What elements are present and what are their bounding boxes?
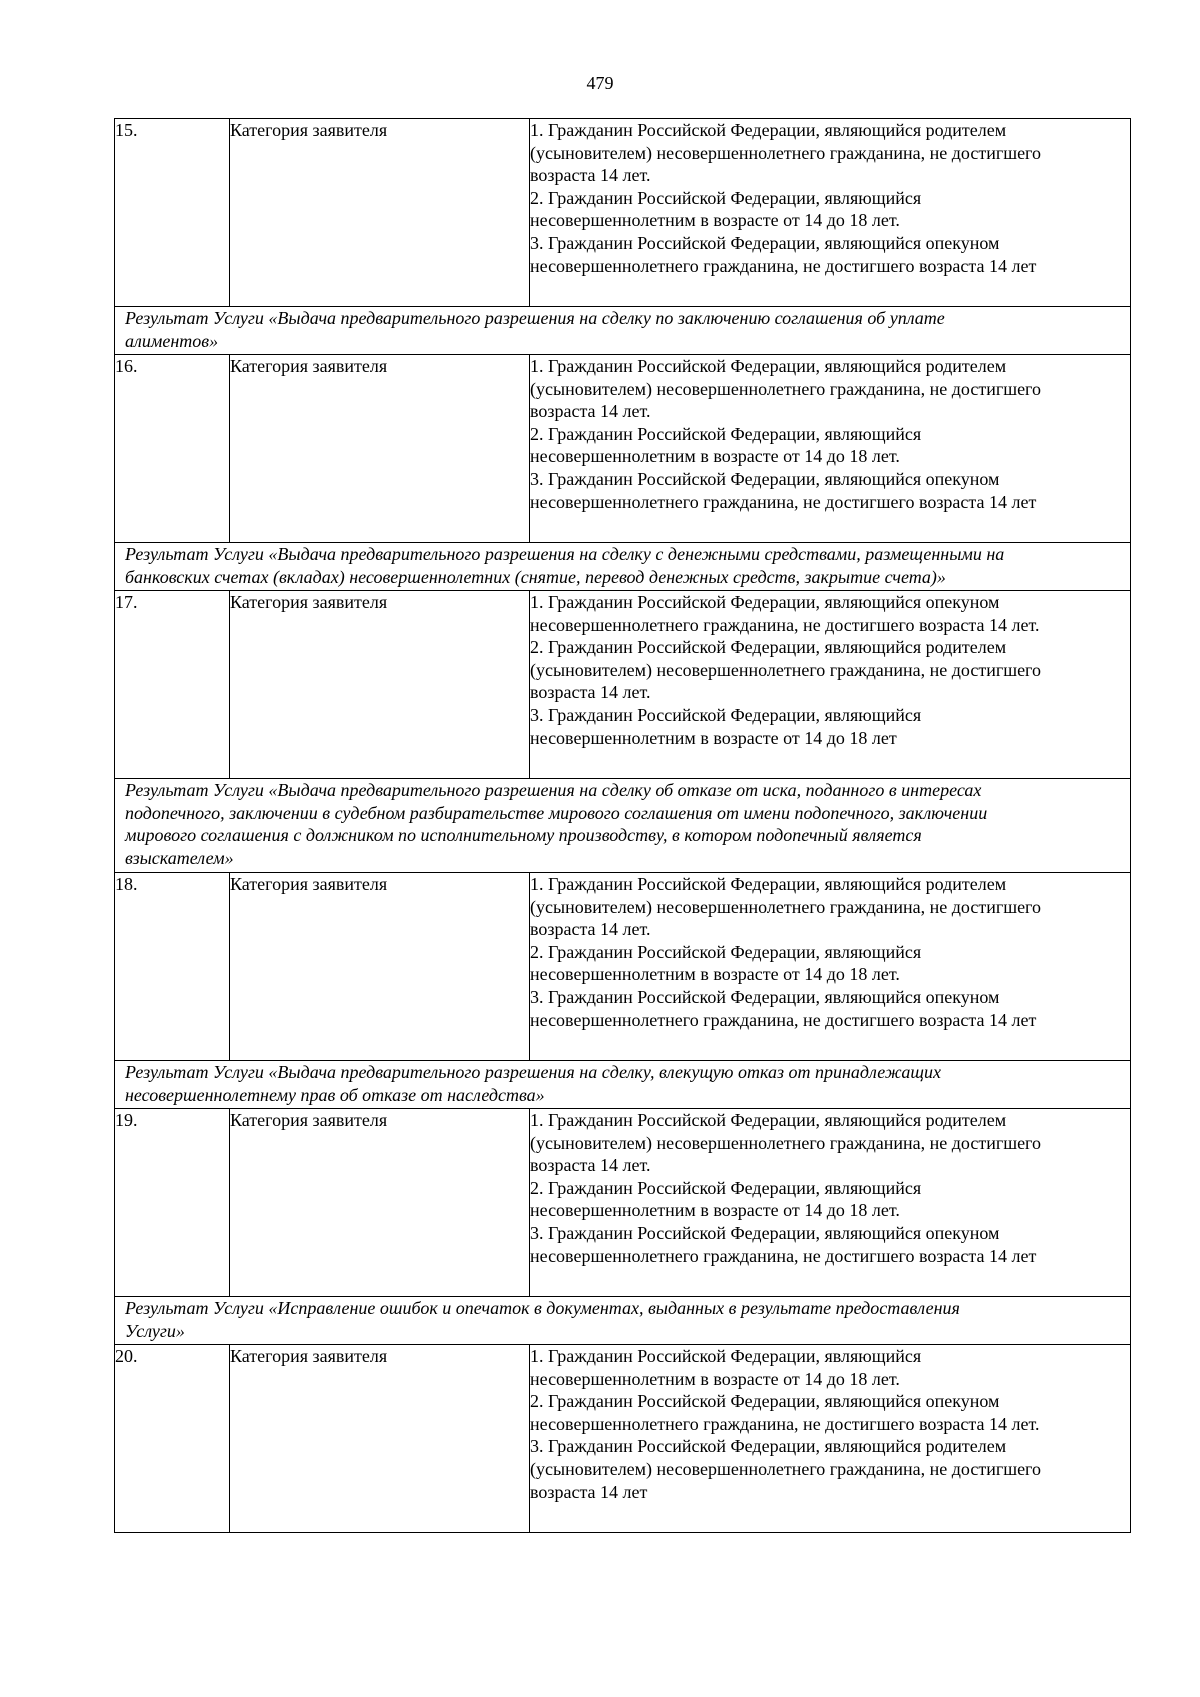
description-line: возраста 14 лет.	[530, 1155, 651, 1176]
page-number: 479	[586, 73, 614, 93]
description-line: возраста 14 лет.	[530, 401, 651, 422]
description-line: 3. Гражданин Российской Федерации, являющийся опекуном	[530, 232, 1000, 253]
result-heading	[115, 307, 1131, 355]
result-heading	[115, 1061, 1131, 1109]
applicant-category-table	[114, 118, 1131, 1533]
table-row	[115, 1109, 1131, 1297]
description-line: 1. Гражданин Российской Федерации, являющийся родителем	[530, 1110, 1007, 1130]
description-line: возраста 14 лет.	[530, 165, 651, 186]
row-number: 19.	[115, 1109, 230, 1297]
result-heading-line: несовершеннолетнему прав об отказе от наследства»	[125, 1084, 545, 1105]
description-line: 1. Гражданин Российской Федерации, являющийся родителем	[530, 874, 1007, 894]
row-number: 17.	[115, 591, 230, 779]
row-number: 15.	[115, 119, 230, 307]
result-heading	[115, 1297, 1131, 1345]
row-number: 20.	[115, 1345, 230, 1533]
description-line: (усыновителем) несовершеннолетнего гражданина, не достигшего	[530, 1132, 1041, 1153]
result-heading-line: подопечного, заключении в судебном разбирательстве мирового соглашения от имени подопечного, заключении	[125, 802, 988, 823]
category-description	[530, 1345, 1131, 1533]
table-row	[115, 355, 1131, 543]
table-row	[115, 119, 1131, 307]
description-line: несовершеннолетнего гражданина, не достигшего возраста 14 лет	[530, 255, 1037, 276]
description-line: несовершеннолетнего гражданина, не достигшего возраста 14 лет.	[530, 614, 1040, 635]
description-line: несовершеннолетнего гражданина, не достигшего возраста 14 лет	[530, 491, 1037, 512]
category-label: Категория заявителя	[230, 591, 530, 779]
description-line: 3. Гражданин Российской Федерации, являющийся опекуном	[530, 1222, 1000, 1243]
description-line: 3. Гражданин Российской Федерации, являющийся	[530, 704, 922, 725]
description-line: 2. Гражданин Российской Федерации, являющийся	[530, 941, 922, 962]
row-number: 16.	[115, 355, 230, 543]
category-label: Категория заявителя	[230, 119, 530, 307]
category-label: Категория заявителя	[230, 355, 530, 543]
result-heading-line: банковских счетах (вкладах) несовершеннолетних (снятие, перевод денежных средств, закрытие счета)»	[125, 566, 946, 587]
result-heading-line: Результат Услуги «Выдача предварительного разрешения на сделку об отказе от иска, поданного в интересах	[125, 780, 982, 800]
description-line: 3. Гражданин Российской Федерации, являющийся родителем	[530, 1436, 1007, 1457]
result-heading	[115, 543, 1131, 591]
result-heading-line: Результат Услуги «Исправление ошибок и опечаток в документах, выданных в результате предоставления	[125, 1298, 960, 1318]
description-line: несовершеннолетнего гражданина, не достигшего возраста 14 лет.	[530, 1413, 1040, 1434]
row-number: 18.	[115, 873, 230, 1061]
description-line: 1. Гражданин Российской Федерации, являющийся	[530, 1346, 922, 1366]
description-line: 1. Гражданин Российской Федерации, являющийся опекуном	[530, 592, 1000, 612]
result-heading-row	[115, 543, 1131, 591]
description-line: 1. Гражданин Российской Федерации, являющийся родителем	[530, 356, 1007, 376]
description-line: несовершеннолетним в возрасте от 14 до 18 лет.	[530, 1368, 900, 1389]
result-heading-line: мирового соглашения с должником по исполнительному производству, в котором подопечный является	[125, 825, 922, 846]
category-label: Категория заявителя	[230, 873, 530, 1061]
description-line: 3. Гражданин Российской Федерации, являющийся опекуном	[530, 986, 1000, 1007]
table-row	[115, 873, 1131, 1061]
description-line: несовершеннолетним в возрасте от 14 до 18 лет.	[530, 1200, 900, 1221]
result-heading-row	[115, 779, 1131, 873]
description-line: несовершеннолетним в возрасте от 14 до 18 лет.	[530, 210, 900, 231]
description-line: несовершеннолетнего гражданина, не достигшего возраста 14 лет	[530, 1009, 1037, 1030]
description-line: несовершеннолетним в возрасте от 14 до 18 лет.	[530, 964, 900, 985]
description-line: (усыновителем) несовершеннолетнего гражданина, не достигшего	[530, 142, 1041, 163]
description-line: несовершеннолетним в возрасте от 14 до 18 лет.	[530, 446, 900, 467]
category-description	[530, 873, 1131, 1061]
category-label: Категория заявителя	[230, 1345, 530, 1533]
description-line: (усыновителем) несовершеннолетнего гражданина, не достигшего	[530, 896, 1041, 917]
table-row	[115, 1345, 1131, 1533]
description-line: (усыновителем) несовершеннолетнего гражданина, не достигшего	[530, 659, 1041, 680]
result-heading-line: Результат Услуги «Выдача предварительного разрешения на сделку с денежными средствами, размещенными на	[125, 544, 1005, 564]
description-line: возраста 14 лет.	[530, 682, 651, 703]
result-heading-row	[115, 1061, 1131, 1109]
result-heading-line: алиментов»	[125, 330, 219, 351]
description-line: 2. Гражданин Российской Федерации, являющийся	[530, 423, 922, 444]
description-line: 2. Гражданин Российской Федерации, являющийся	[530, 1177, 922, 1198]
category-description	[530, 591, 1131, 779]
result-heading-row	[115, 307, 1131, 355]
description-line: 2. Гражданин Российской Федерации, являющийся родителем	[530, 637, 1007, 658]
description-line: 2. Гражданин Российской Федерации, являющийся опекуном	[530, 1391, 1000, 1412]
description-line: (усыновителем) несовершеннолетнего гражданина, не достигшего	[530, 378, 1041, 399]
description-line: 3. Гражданин Российской Федерации, являющийся опекуном	[530, 468, 1000, 489]
description-line: 1. Гражданин Российской Федерации, являющийся родителем	[530, 120, 1007, 140]
category-label: Категория заявителя	[230, 1109, 530, 1297]
description-line: несовершеннолетнего гражданина, не достигшего возраста 14 лет	[530, 1245, 1037, 1266]
result-heading	[115, 779, 1131, 873]
result-heading-line: Результат Услуги «Выдача предварительного разрешения на сделку, влекущую отказ от принадлежащих	[125, 1062, 941, 1082]
category-description	[530, 1109, 1131, 1297]
description-line: (усыновителем) несовершеннолетнего гражданина, не достигшего	[530, 1458, 1041, 1479]
category-description	[530, 355, 1131, 543]
description-line: возраста 14 лет	[530, 1481, 648, 1502]
result-heading-line: Результат Услуги «Выдача предварительного разрешения на сделку по заключению соглашения об уплате	[125, 308, 945, 328]
description-line: 2. Гражданин Российской Федерации, являющийся	[530, 187, 922, 208]
category-description	[530, 119, 1131, 307]
description-line: несовершеннолетним в возрасте от 14 до 18 лет	[530, 727, 897, 748]
table-row	[115, 591, 1131, 779]
result-heading-line: взыскателем»	[125, 847, 234, 868]
result-heading-row	[115, 1297, 1131, 1345]
result-heading-line: Услуги»	[125, 1320, 185, 1341]
description-line: возраста 14 лет.	[530, 919, 651, 940]
